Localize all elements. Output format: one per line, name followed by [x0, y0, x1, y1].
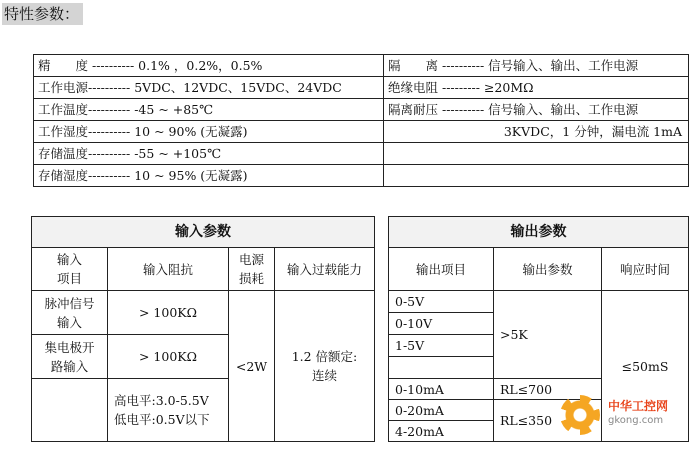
output-item	[389, 357, 494, 379]
spec-right: 隔 离 ---------- 信号输入、输出、工作电源	[384, 55, 689, 77]
table-gap	[375, 217, 389, 442]
spec-left: 工作湿度---------- 10 ~ 90% (无凝露)	[34, 121, 384, 143]
input-power: <2W	[229, 291, 275, 442]
spec-right	[384, 165, 689, 187]
output-item: 0-5V	[389, 291, 494, 313]
input-header-overload: 输入过载能力	[275, 248, 375, 291]
output-param: RL≤350	[494, 400, 602, 442]
spec-left: 存储湿度---------- 10 ~ 95% (无凝露)	[34, 165, 384, 187]
specs-table	[33, 54, 689, 187]
spec-row	[34, 143, 689, 165]
output-response: ≤50mS	[602, 291, 689, 442]
input-row-item: 集电极开 路输入	[32, 335, 108, 379]
input-header-impedance: 输入阻抗	[108, 248, 229, 291]
input-overload: 1.2 倍额定: 连续	[275, 291, 375, 442]
input-row-impedance: > 100KΩ	[108, 291, 229, 335]
input-row-impedance: > 100KΩ	[108, 335, 229, 379]
spec-row	[34, 165, 689, 187]
input-row-item	[32, 379, 108, 442]
input-header-item: 输入 项目	[32, 248, 108, 291]
input-row-impedance: 高电平:3.0-5.5V 低电平:0.5V以下	[108, 379, 229, 442]
output-item: 4-20mA	[389, 421, 494, 442]
spec-row	[34, 77, 689, 99]
output-param: >5K	[494, 291, 602, 379]
spec-right: 隔离耐压 ---------- 信号输入、输出、工作电源	[384, 99, 689, 121]
spec-right: 3KVDC，1 分钟，漏电流 1mA	[384, 121, 689, 143]
spec-left: 工作温度---------- -45 ~ +85℃	[34, 99, 384, 121]
output-item: 0-10mA	[389, 379, 494, 400]
spec-row	[34, 121, 689, 143]
watermark-name: 中华工控网	[608, 399, 669, 413]
output-param: RL≤700	[494, 379, 602, 400]
output-header-response: 响应时间	[602, 248, 689, 291]
spec-row	[34, 55, 689, 77]
input-params-title: 输入参数	[32, 217, 375, 248]
output-item: 0-10V	[389, 313, 494, 335]
spec-row	[34, 99, 689, 121]
output-params-title: 输出参数	[389, 217, 689, 248]
gkong-watermark	[560, 395, 690, 443]
output-header-item: 输出项目	[389, 248, 494, 291]
spec-right	[384, 143, 689, 165]
page-title: 特性参数：	[2, 3, 83, 25]
output-item: 1-5V	[389, 335, 494, 357]
spec-right: 绝缘电阻 --------- ≥20MΩ	[384, 77, 689, 99]
input-row-item: 脉冲信号 输入	[32, 291, 108, 335]
spec-left: 工作电源---------- 5VDC、12VDC、15VDC、24VDC	[34, 77, 384, 99]
gear-icon	[560, 395, 600, 435]
output-header-param: 输出参数	[494, 248, 602, 291]
watermark-site: gkong.com	[608, 415, 664, 426]
spec-left: 存储温度---------- -55 ~ +105℃	[34, 143, 384, 165]
input-header-power: 电源 损耗	[229, 248, 275, 291]
output-item: 0-20mA	[389, 400, 494, 421]
spec-left: 精 度 ---------- 0.1% ，0.2%，0.5%	[34, 55, 384, 77]
